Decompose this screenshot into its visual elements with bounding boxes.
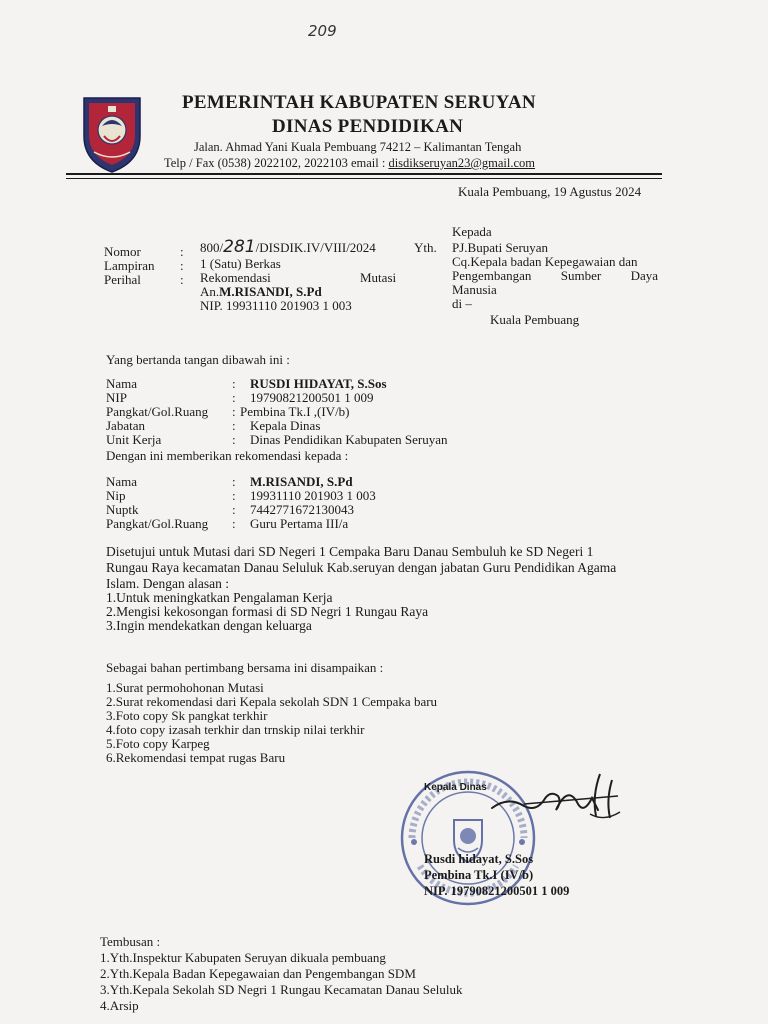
- field-label: Unit Kerja: [106, 432, 162, 447]
- field-colon: :: [232, 376, 236, 391]
- field-label: Nip: [106, 488, 126, 503]
- reason-item: 2.Mengisi kekosongan formasi di SD Negri 1 Rungau Raya: [106, 604, 429, 619]
- nomor-label: Nomor: [104, 244, 141, 259]
- cc-title: Tembusan :: [100, 934, 161, 949]
- field-colon: :: [232, 390, 236, 405]
- intro-text: Yang bertanda tangan dibawah ini :: [106, 352, 290, 367]
- nomor-suffix: /DISDIK.IV/VIII/2024: [255, 240, 376, 255]
- field-colon: :: [232, 404, 236, 419]
- recipient-line6: Kuala Pembuang: [490, 312, 580, 327]
- cc-item: 3.Yth.Kepala Sekolah SD Negri 1 Rungau Kecamatan Danau Seluluk: [100, 982, 463, 997]
- field-colon: :: [232, 516, 236, 531]
- date-line: Kuala Pembuang, 19 Agustus 2024: [458, 184, 642, 199]
- recipient-line4: Manusia: [452, 282, 497, 297]
- perihal-colon: :: [180, 272, 184, 287]
- signature-nip: NIP. 19790821200501 1 009: [424, 884, 570, 898]
- cc-item: 4.Arsip: [100, 998, 139, 1013]
- letterhead-line2: DINAS PENDIDIKAN: [272, 116, 464, 137]
- handwritten-signature: [488, 766, 628, 828]
- field-value: Kepala Dinas: [250, 418, 321, 433]
- recommend-intro: Dengan ini memberikan rekomendasi kepada :: [106, 448, 349, 463]
- recipient-line3: [452, 268, 658, 283]
- field-label: Nama: [106, 474, 138, 489]
- reason-item: 3.Ingin mendekatkan dengan keluarga: [106, 618, 312, 633]
- letterhead-line1: PEMERINTAH KABUPATEN SERUYAN: [182, 92, 536, 113]
- field-label: Nama: [106, 376, 138, 391]
- cc-item: 1.Yth.Inspektur Kabupaten Seruyan dikuala pembuang: [100, 950, 386, 965]
- approval-line2: Rungau Raya kecamatan Danau Seluluk Kab.seruyan dengan jabatan Guru Pendidikan Agama: [106, 560, 617, 575]
- field-value: Guru Pertama III/a: [250, 516, 349, 531]
- letterhead-address: Jalan. Ahmad Yani Kuala Pembuang 74212 – Kalimantan Tengah: [194, 140, 522, 154]
- perihal-label: Perihal: [104, 272, 141, 287]
- letterhead-divider-thin: [66, 178, 662, 179]
- regency-logo: [80, 92, 144, 174]
- attachment-item: 3.Foto copy Sk pangkat terkhir: [106, 708, 268, 723]
- perihal-value-mutasi: Mutasi: [360, 270, 397, 285]
- attachment-item: 5.Foto copy Karpeg: [106, 736, 210, 751]
- field-value: 19931110 201903 1 003: [250, 488, 376, 503]
- signature-rank: Pembina Tk.I (IV/b): [424, 868, 534, 882]
- lampiran-label: Lampiran: [104, 258, 155, 273]
- handwritten-number: 209: [308, 22, 337, 40]
- recipient-line5: di –: [452, 296, 472, 311]
- attachment-item: 4.foto copy izasah terkhir dan trnskip nilai terkhir: [106, 722, 365, 737]
- cc-item: 2.Yth.Kepala Badan Kepegawaian dan Pengembangan SDM: [100, 966, 416, 981]
- field-value: M.RISANDI, S.Pd: [250, 474, 353, 489]
- perihal-an-name: M.RISANDI, S.Pd: [219, 284, 322, 299]
- attachment-item: 1.Surat permohohonan Mutasi: [106, 680, 264, 695]
- field-colon: :: [232, 502, 236, 517]
- field-colon: :: [232, 488, 236, 503]
- attachments-intro: Sebagai bahan pertimbang bersama ini disampaikan :: [106, 660, 384, 675]
- field-value: RUSDI HIDAYAT, S.Sos: [250, 376, 387, 391]
- field-value: 19790821200501 1 009: [250, 390, 374, 405]
- recipient-line3-text: Pengembangan Sumber Daya: [452, 268, 658, 283]
- nomor-prefix: 800/: [200, 240, 224, 255]
- field-value: 7442771672130043: [250, 502, 354, 517]
- recipient-line1: PJ.Bupati Seruyan: [452, 240, 549, 255]
- field-colon: :: [232, 418, 236, 433]
- perihal-nip: NIP. 19931110 201903 1 003: [200, 298, 352, 313]
- letterhead-contact: [164, 156, 535, 171]
- lampiran-colon: :: [180, 258, 184, 273]
- signature-name: Rusdi hidayat, S.Sos: [424, 852, 534, 866]
- approval-line3: Islam. Dengan alasan :: [106, 576, 229, 591]
- nomor-colon: :: [180, 244, 184, 259]
- recipient-line2: Cq.Kepala badan Kepegawaian dan: [452, 254, 638, 269]
- perihal-an: [200, 284, 322, 299]
- field-value: Dinas Pendidikan Kabupaten Seruyan: [250, 432, 448, 447]
- perihal-an-prefix: An.: [200, 284, 220, 299]
- reason-item: 1.Untuk meningkatkan Pengalaman Kerja: [106, 590, 333, 605]
- contact-text: Telp / Fax (0538) 2022102, 2022103 email :: [164, 156, 389, 170]
- field-colon: :: [232, 432, 236, 447]
- approval-line1: Disetujui untuk Mutasi dari SD Negeri 1 Cempaka Baru Danau Sembuluh ke SD Negeri 1: [106, 544, 594, 559]
- email-link[interactable]: disdikseruyan23@gmail.com: [388, 156, 536, 170]
- signature-title: Kepala Dinas: [424, 782, 487, 793]
- letterhead-divider: [66, 173, 662, 175]
- nomor-value: [200, 237, 376, 257]
- field-value: Pembina Tk.I ,(IV/b): [240, 404, 350, 419]
- nomor-handwritten: 281: [223, 237, 256, 257]
- field-label: Pangkat/Gol.Ruang: [106, 516, 209, 531]
- perihal-value: Rekomendasi: [200, 270, 271, 285]
- field-label: Pangkat/Gol.Ruang: [106, 404, 209, 419]
- field-colon: :: [232, 474, 236, 489]
- field-label: Jabatan: [106, 418, 145, 433]
- attachment-item: 2.Surat rekomendasi dari Kepala sekolah SDN 1 Cempaka baru: [106, 694, 438, 709]
- field-label: Nuptk: [106, 502, 139, 517]
- lampiran-value: 1 (Satu) Berkas: [200, 256, 281, 271]
- recipient-yth: Yth.: [414, 240, 437, 255]
- attachment-item: 6.Rekomendasi tempat rugas Baru: [106, 750, 286, 765]
- recipient-kepada: Kepada: [452, 224, 492, 239]
- field-label: NIP: [106, 390, 127, 405]
